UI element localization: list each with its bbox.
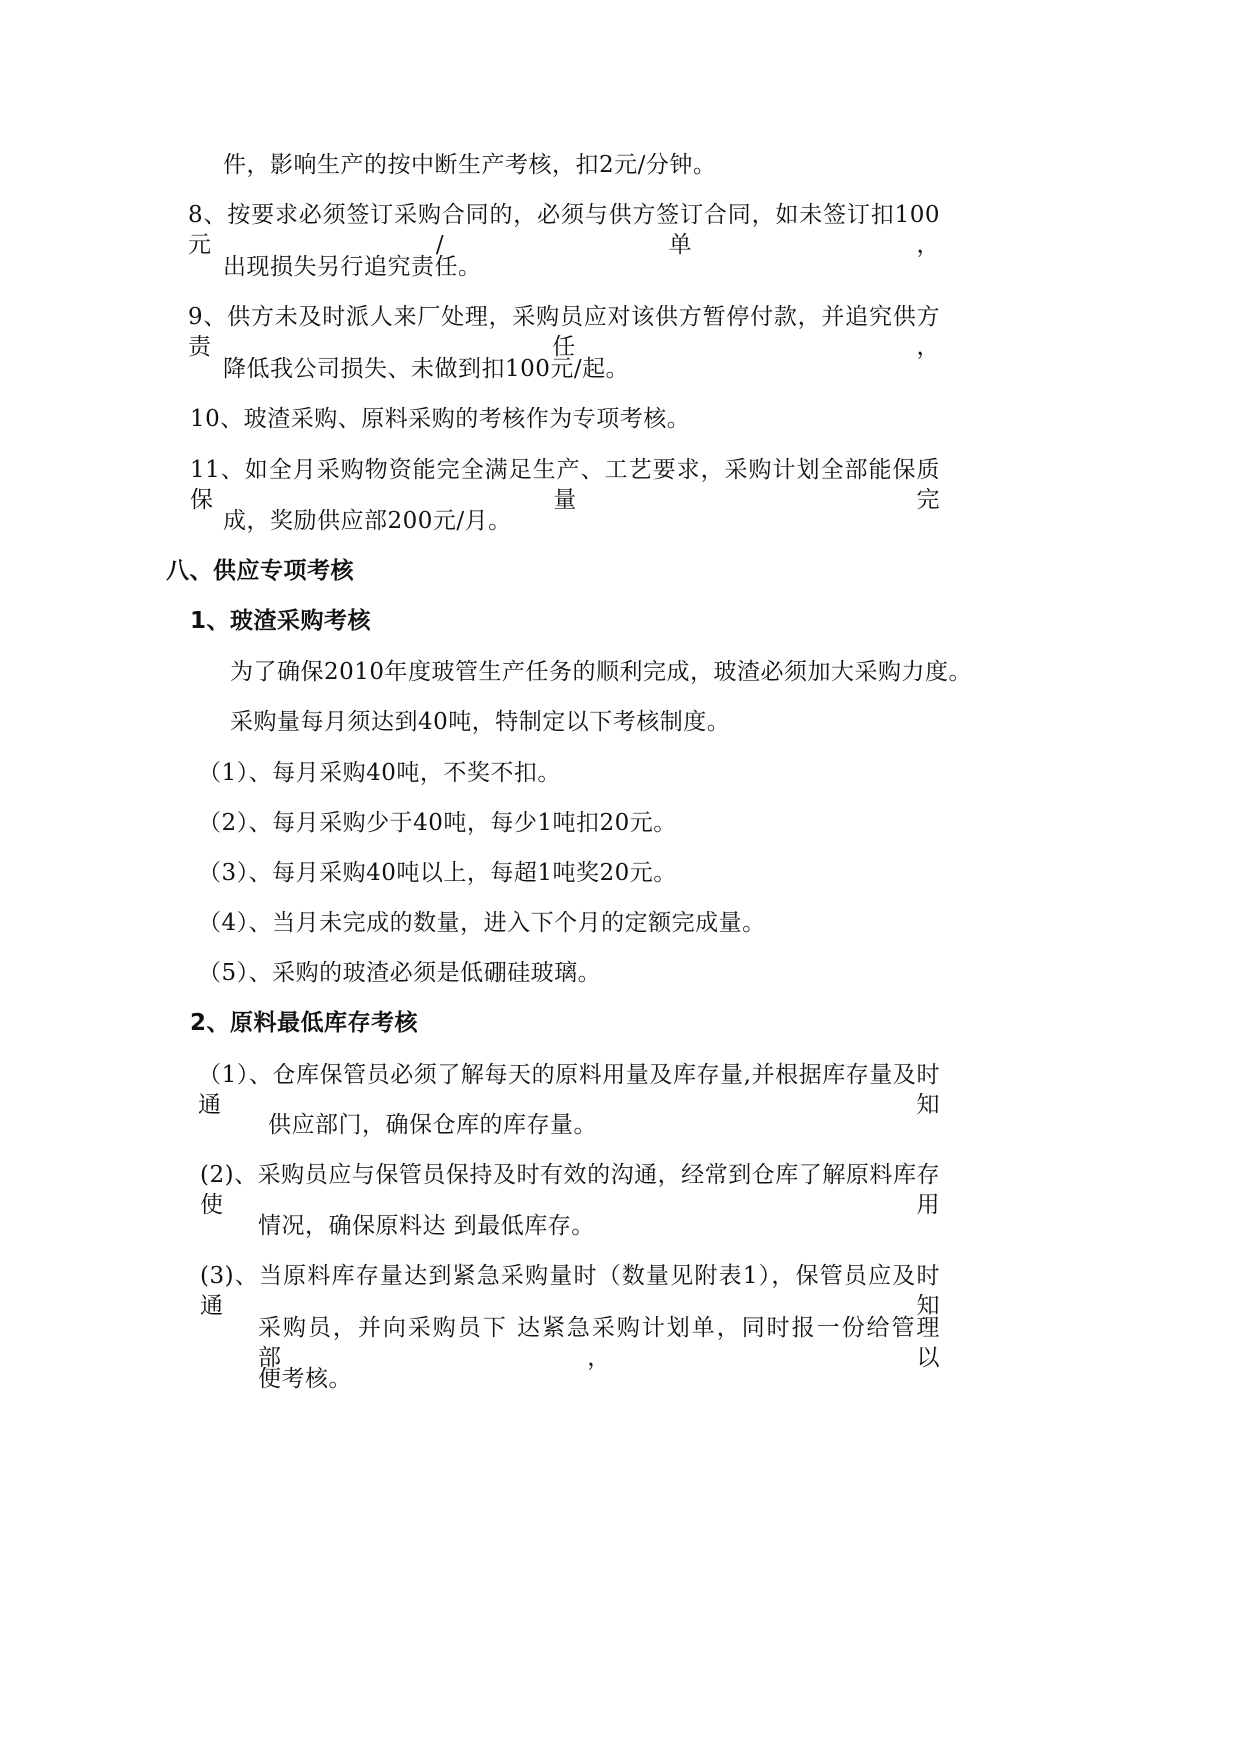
text-line: 采购员，并向采购员下 达紧急采购计划单，同时报一份给管理部，以 bbox=[258, 1315, 940, 1371]
rule-item: (3)、当原料库存量达到紧急采购量时（数量见附表1），保管员应及时通知 bbox=[200, 1263, 940, 1319]
rule-item: （5）、采购的玻渣必须是低硼硅玻璃。 bbox=[198, 960, 602, 986]
rule-item: （1）、仓库保管员必须了解每天的原料用量及库存量,并根据库存量及时通知 bbox=[198, 1062, 940, 1118]
subsection-heading: 1、玻渣采购考核 bbox=[190, 608, 372, 634]
section-heading: 八、供应专项考核 bbox=[166, 558, 354, 584]
list-item-9: 9、供方未及时派人来厂处理，采购员应对该供方暂停付款，并追究供方责任， bbox=[188, 304, 940, 360]
text-line: 降低我公司损失、未做到扣100元/起。 bbox=[223, 356, 630, 382]
text-line: 件，影响生产的按中断生产考核，扣2元/分钟。 bbox=[223, 152, 717, 178]
text-line: 情况，确保原料达 到最低库存。 bbox=[258, 1213, 595, 1239]
subsection-heading: 2、原料最低库存考核 bbox=[190, 1010, 419, 1036]
rule-item: （2）、每月采购少于40吨，每少1吨扣20元。 bbox=[198, 810, 677, 836]
text-line: 成，奖励供应部200元/月。 bbox=[223, 508, 512, 534]
paragraph-line: 为了确保2010年度玻管生产任务的顺利完成，玻渣必须加大采购力度。 bbox=[230, 659, 973, 685]
rule-item: （4）、当月未完成的数量，进入下个月的定额完成量。 bbox=[198, 910, 766, 936]
paragraph-line: 采购量每月须达到40吨，特制定以下考核制度。 bbox=[230, 709, 731, 735]
rule-item: (2)、采购员应与保管员保持及时有效的沟通，经常到仓库了解原料库存使用 bbox=[200, 1162, 940, 1218]
text-line: 便考核。 bbox=[258, 1366, 352, 1392]
text-line: 供应部门，确保仓库的库存量。 bbox=[268, 1112, 597, 1138]
list-item-10: 10、玻渣采购、原料采购的考核作为专项考核。 bbox=[190, 406, 691, 432]
rule-item: （1）、每月采购40吨，不奖不扣。 bbox=[198, 760, 561, 786]
list-item-8: 8、按要求必须签订采购合同的，必须与供方签订合同，如未签订扣100元/单， bbox=[188, 202, 940, 258]
text-line: 出现损失另行追究责任。 bbox=[223, 254, 482, 280]
list-item-11: 11、如全月采购物资能完全满足生产、工艺要求，采购计划全部能保质保量完 bbox=[190, 457, 940, 513]
rule-item: （3）、每月采购40吨以上，每超1吨奖20元。 bbox=[198, 860, 677, 886]
